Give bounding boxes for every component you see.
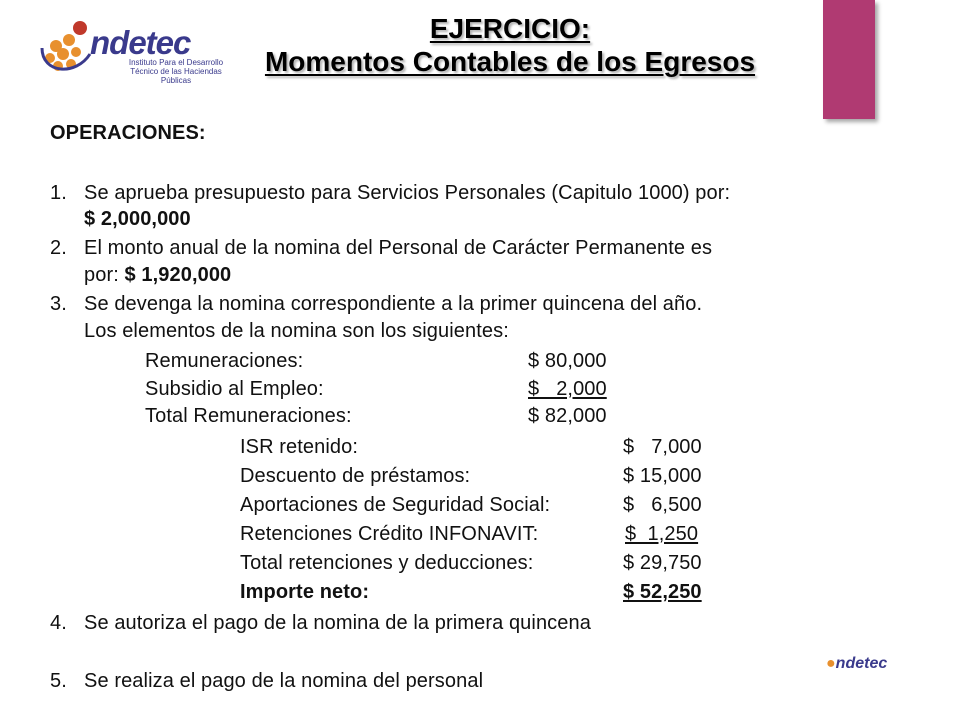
remuneracion-value: $ 80,000 <box>528 350 607 372</box>
accent-bar <box>823 0 875 119</box>
total-retenciones-label: Total retenciones y deducciones: <box>240 552 534 574</box>
item-5-number: 5. <box>50 670 67 692</box>
item-5-text: Se realiza el pago de la nomina del personal <box>84 670 484 692</box>
title-line-1: EJERCICIO: <box>429 13 591 44</box>
total-remuneraciones-label: Total Remuneraciones: <box>145 405 352 427</box>
remuneracion-label: Remuneraciones: <box>145 350 304 372</box>
item-2-amount: $ 1,920,000 <box>124 264 232 286</box>
operations-heading: OPERACIONES: <box>50 122 206 144</box>
item-4-number: 4. <box>50 612 67 634</box>
footer-logo-word: ndetec <box>835 655 888 672</box>
subsidio-value: $ 2,000 <box>528 378 607 400</box>
logo-wordmark: ndetec <box>90 24 191 61</box>
item-3-continuation: Los elementos de la nomina son los siguientes: <box>84 320 509 342</box>
isr-label: ISR retenido: <box>240 436 359 458</box>
item-2-number: 2. <box>50 237 67 259</box>
item-1-text: Se aprueba presupuesto para Servicios Personales (Capitulo 1000) por: <box>84 182 731 204</box>
total-retenciones-value: $ 29,750 <box>623 552 702 574</box>
footer-logo <box>826 655 887 673</box>
importe-neto-label: Importe neto: <box>240 581 370 603</box>
item-2-continuation <box>84 264 231 287</box>
infonavit-value: $ 1,250 <box>625 523 699 545</box>
infonavit-label: Retenciones Crédito INFONAVIT: <box>240 523 539 545</box>
subsidio-label: Subsidio al Empleo: <box>145 378 324 400</box>
item-3-text: Se devenga la nomina correspondiente a la primer quincena del año. <box>84 293 703 315</box>
item-4-text: Se autoriza el pago de la nomina de la primera quincena <box>84 612 591 634</box>
prestamos-value: $ 15,000 <box>623 465 702 487</box>
item-1-amount: $ 2,000,000 <box>84 208 191 230</box>
seguridad-social-value: $ 6,500 <box>623 494 702 516</box>
item-2-cont-label: por: <box>84 264 125 286</box>
item-2-text: El monto anual de la nomina del Personal de Carácter Permanente es <box>84 237 713 259</box>
seguridad-social-label: Aportaciones de Seguridad Social: <box>240 494 551 516</box>
logo-subtitle: Instituto Para el Desarrollo Técnico de las Haciendas Públicas <box>128 58 224 85</box>
title-line-2: Momentos Contables de los Egresos <box>264 46 756 77</box>
total-remuneraciones-value: $ 82,000 <box>528 405 607 427</box>
page-title <box>200 12 820 78</box>
prestamos-label: Descuento de préstamos: <box>240 465 471 487</box>
importe-neto-value: $ 52,250 <box>623 581 702 603</box>
item-1-number: 1. <box>50 182 67 204</box>
isr-value: $ 7,000 <box>623 436 702 458</box>
item-3-number: 3. <box>50 293 67 315</box>
footer-logo-dot-icon: ● <box>826 655 836 672</box>
